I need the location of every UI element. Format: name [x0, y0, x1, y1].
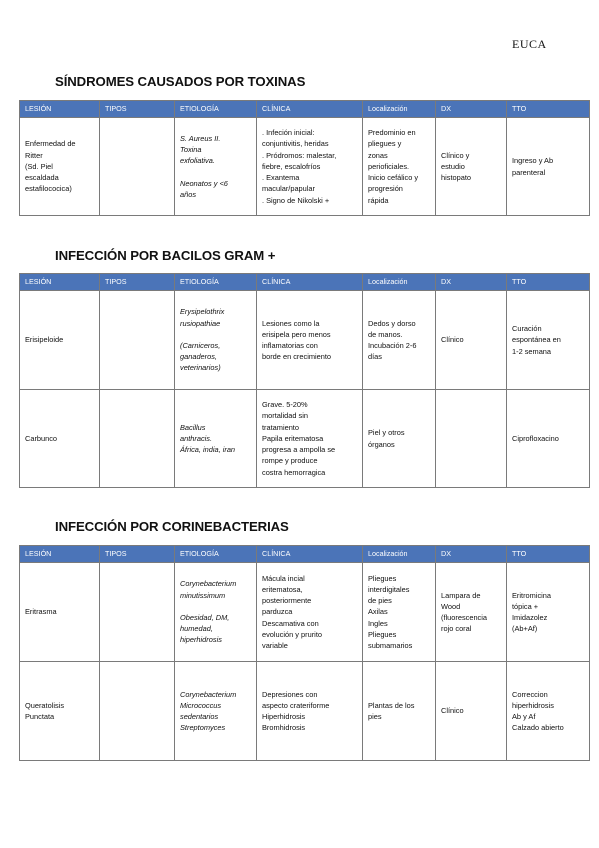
header-tag: EUCA [512, 37, 547, 51]
col-header-etiologia: ETIOLOGÍA [175, 101, 257, 118]
col-header-tipos: TIPOS [100, 101, 175, 118]
col-header-etiologia: ETIOLOGÍA [175, 274, 257, 291]
cell-clinica: Grave. 5-20% mortalidad sin tratamiento Papila eritematosa progresa a ampolla se rompe y produce costra hemorragica [257, 390, 363, 488]
cell-tipos [100, 662, 175, 761]
cell-etiologia: Bacillus anthracis. África, india, iran [175, 390, 257, 488]
col-header-localizacion: Localización [363, 274, 436, 291]
col-header-tipos: TIPOS [100, 274, 175, 291]
cell-etiologia: S. Aureus II. Toxina exfoliativa. Neonatos y <6 años [175, 118, 257, 216]
table-header-row [20, 274, 590, 291]
cell-dx [436, 390, 507, 488]
col-header-dx: DX [436, 101, 507, 118]
cell-localizacion: Pliegues interdigitales de pies Axilas Ingles Pliegues submamarios [363, 563, 436, 662]
cell-lesion: Eritrasma [20, 563, 100, 662]
cell-etiologia: Corynebacterium minutissimum Obesidad, DM, humedad, hiperhidrosis [175, 563, 257, 662]
col-header-localizacion: Localización [363, 101, 436, 118]
cell-tto: Eritromicina tópica + Imidazolez (Ab+Af) [507, 563, 590, 662]
cell-tto: Curación espontánea en 1-2 semana [507, 291, 590, 390]
table-row [20, 563, 590, 662]
cell-lesion: Queratolisis Punctata [20, 662, 100, 761]
section-title-bacilos: INFECCIÓN POR BACILOS GRAM + [55, 248, 276, 263]
table-row [20, 118, 590, 216]
cell-dx: Lampara de Wood (fluorescencia rojo coral [436, 563, 507, 662]
table-header-row [20, 546, 590, 563]
table-bacilos [19, 273, 590, 488]
col-header-lesion: LESIÓN [20, 101, 100, 118]
col-header-lesion: LESIÓN [20, 274, 100, 291]
col-header-localizacion: Localización [363, 546, 436, 563]
cell-clinica: Mácula incial eritematosa, posteriormente parduzca Descamativa con evolución y prurito variable [257, 563, 363, 662]
cell-tto: Ingreso y Ab parenteral [507, 118, 590, 216]
col-header-clinica: CLÍNICA [257, 274, 363, 291]
section-title-corinebacterias: INFECCIÓN POR CORINEBACTERIAS [55, 519, 289, 534]
cell-localizacion: Predominio en pliegues y zonas perioficiales. Inicio cefálico y progresión rápida [363, 118, 436, 216]
col-header-dx: DX [436, 274, 507, 291]
cell-lesion: Carbunco [20, 390, 100, 488]
table-row [20, 390, 590, 488]
cell-clinica: . Infeción inicial: conjuntivitis, heridas . Pródromos: malestar, fiebre, escalofríos . Exantema macular/papular . Signo de Nikolski + [257, 118, 363, 216]
cell-localizacion: Dedos y dorso de manos. Incubación 2-6 días [363, 291, 436, 390]
table-row [20, 291, 590, 390]
col-header-etiologia: ETIOLOGÍA [175, 546, 257, 563]
cell-tto: Ciprofloxacino [507, 390, 590, 488]
col-header-clinica: CLÍNICA [257, 546, 363, 563]
col-header-lesion: LESIÓN [20, 546, 100, 563]
cell-lesion: Erisipeloide [20, 291, 100, 390]
cell-etiologia: Corynebacterium Micrococcus sedentarios Streptomyces [175, 662, 257, 761]
cell-dx: Clínico [436, 291, 507, 390]
cell-localizacion: Piel y otros órganos [363, 390, 436, 488]
col-header-tto: TTO [507, 546, 590, 563]
cell-tipos [100, 118, 175, 216]
cell-tipos [100, 291, 175, 390]
col-header-clinica: CLÍNICA [257, 101, 363, 118]
table-corinebacterias [19, 545, 590, 761]
section-title-toxinas: SÍNDROMES CAUSADOS POR TOXINAS [55, 74, 306, 89]
table-header-row [20, 101, 590, 118]
table-row [20, 662, 590, 761]
cell-tto: Correccion hiperhidrosis Ab y Af Calzado abierto [507, 662, 590, 761]
cell-lesion: Enfermedad de Ritter (Sd. Piel escaldada estafilococica) [20, 118, 100, 216]
col-header-tipos: TIPOS [100, 546, 175, 563]
cell-dx: Clínico [436, 662, 507, 761]
col-header-tto: TTO [507, 101, 590, 118]
cell-tipos [100, 390, 175, 488]
col-header-dx: DX [436, 546, 507, 563]
cell-dx: Clínico y estudio histopato [436, 118, 507, 216]
cell-clinica: Lesiones como la erisipela pero menos inflamatorias con borde en crecimiento [257, 291, 363, 390]
cell-localizacion: Plantas de los pies [363, 662, 436, 761]
table-toxinas [19, 100, 590, 216]
col-header-tto: TTO [507, 274, 590, 291]
cell-etiologia: Erysipelothrix rusiopathiae (Carniceros, ganaderos, veterinarios) [175, 291, 257, 390]
cell-clinica: Depresiones con aspecto crateriforme Hiperhidrosis Bromhidrosis [257, 662, 363, 761]
cell-tipos [100, 563, 175, 662]
